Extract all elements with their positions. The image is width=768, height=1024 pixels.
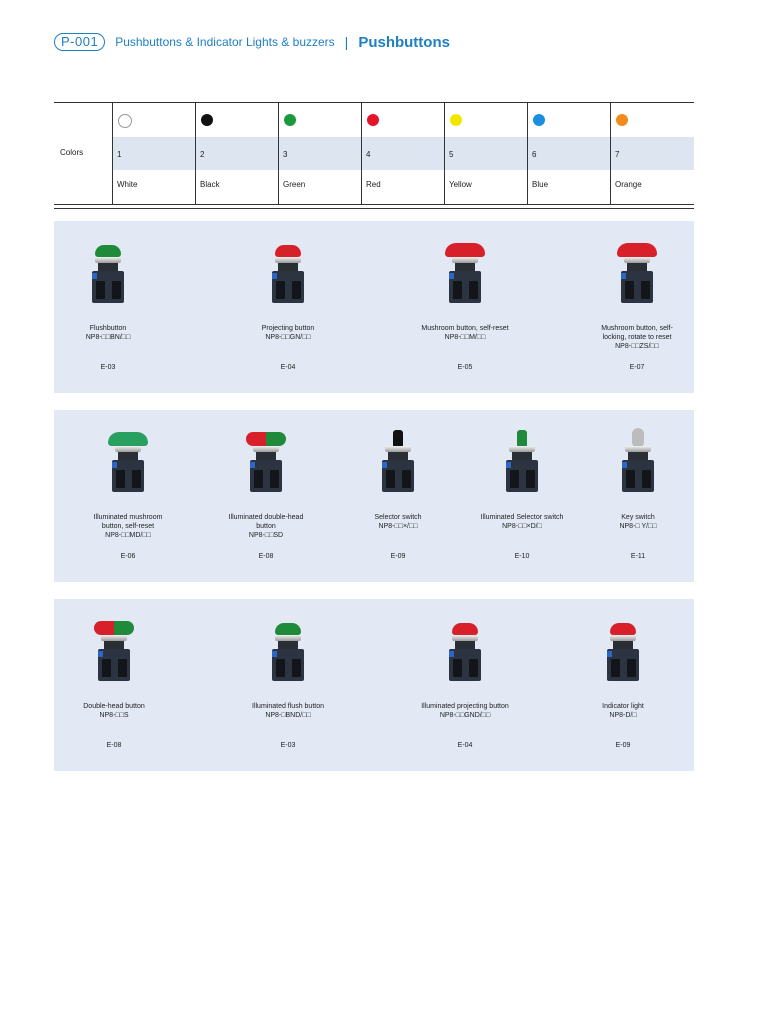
color-name: White [117, 180, 138, 189]
red-mushroom-locking-button-icon [615, 239, 659, 309]
product-panel-3 [54, 599, 694, 771]
product-caption [478, 513, 566, 531]
product-code: E-09 [615, 742, 631, 749]
product-model: NP8-D/□ [609, 712, 637, 719]
product-name: Mushroom button, self-locking, rotate to reset [601, 325, 673, 341]
product-code: E-06 [120, 553, 136, 560]
breadcrumb-separator: | [344, 34, 349, 50]
product-caption [354, 513, 442, 531]
product-name: Selector switch [374, 514, 422, 521]
product-model: NP8-□□BN/□□ [85, 334, 131, 341]
colors-table-divider [527, 103, 528, 204]
color-name: Red [366, 180, 381, 189]
product-caption [64, 324, 152, 342]
double-head-illuminated-button-icon [244, 428, 288, 498]
product-caption [594, 513, 682, 531]
product-name: Mushroom button, self-reset [421, 325, 509, 332]
illuminated-selector-switch-icon [500, 428, 544, 498]
color-name: Black [200, 180, 220, 189]
color-swatch-yellow [450, 114, 462, 126]
colors-label: Colors [60, 148, 84, 157]
color-number: 4 [366, 150, 371, 159]
product-caption [421, 324, 509, 342]
colors-table-divider [195, 103, 196, 204]
product-name: Flushbutton [89, 325, 127, 332]
product-panel-1 [54, 221, 694, 393]
product-caption [244, 324, 332, 342]
product-caption [84, 513, 172, 540]
green-flush-button-icon [86, 239, 130, 309]
product-model: NP8-□□×D/□ [502, 523, 542, 530]
product-code: E-03 [100, 364, 116, 371]
product-name: Illuminated projecting button [421, 703, 509, 710]
color-swatch-blue [533, 114, 545, 126]
product-caption [244, 702, 332, 720]
green-illuminated-mushroom-button-icon [106, 428, 150, 498]
product-code: E-08 [258, 553, 274, 560]
product-code: E-04 [457, 742, 473, 749]
product-model: NP8-□□GN/□□ [265, 334, 311, 341]
key-switch-icon [616, 428, 660, 498]
color-swatch-white [118, 114, 132, 128]
page-code-badge: P-001 [54, 33, 105, 51]
product-code: E-09 [390, 553, 406, 560]
product-name: Illuminated flush button [252, 703, 324, 710]
color-number: 7 [615, 150, 620, 159]
color-name: Orange [615, 180, 642, 189]
color-name: Yellow [449, 180, 472, 189]
color-number: 2 [200, 150, 205, 159]
product-model: NP8-□□M/□□ [444, 334, 486, 341]
selector-switch-icon [376, 428, 420, 498]
product-caption [593, 324, 681, 351]
product-name: Projecting button [261, 325, 315, 332]
product-name: Indicator light [602, 703, 644, 710]
color-name: Blue [532, 180, 549, 189]
green-illuminated-flush-button-icon [266, 617, 310, 687]
colors-table-top-rule [54, 102, 694, 103]
product-code: E-08 [106, 742, 122, 749]
product-code: E-07 [629, 364, 645, 371]
red-mushroom-button-icon [443, 239, 487, 309]
colors-table-divider [610, 103, 611, 204]
product-caption [70, 702, 158, 720]
product-code: E-11 [630, 553, 646, 560]
product-name: Illuminated double-head button [228, 514, 304, 530]
colors-table-bottom-rule [54, 204, 694, 209]
product-name: Illuminated mushroom button, self-reset [93, 514, 163, 530]
product-code: E-04 [280, 364, 296, 371]
colors-table-divider [444, 103, 445, 204]
product-model: NP8-□ Y/□□ [619, 523, 657, 530]
breadcrumb: Pushbuttons & Indicator Lights & buzzers [115, 35, 335, 49]
product-model: NP8-□□MD/□□ [105, 532, 151, 539]
color-swatch-orange [616, 114, 628, 126]
product-model: NP8-□BND/□□ [265, 712, 311, 719]
product-name: Illuminated Selector switch [480, 514, 564, 521]
colors-table-divider [278, 103, 279, 204]
double-head-button-icon [92, 617, 136, 687]
product-caption [421, 702, 509, 720]
red-projecting-button-icon [266, 239, 310, 309]
page-header [54, 32, 450, 52]
color-swatch-green [284, 114, 296, 126]
product-name: Key switch [621, 514, 655, 521]
product-model: NP8-□□S [99, 712, 129, 719]
color-swatch-red [367, 114, 379, 126]
colors-table-divider [112, 103, 113, 204]
product-code: E-05 [457, 364, 473, 371]
product-code: E-10 [514, 553, 530, 560]
product-code: E-03 [280, 742, 296, 749]
product-caption [579, 702, 667, 720]
color-name: Green [283, 180, 306, 189]
color-swatch-black [201, 114, 213, 126]
product-model: NP8-□□ZS/□□ [615, 343, 659, 350]
product-caption [222, 513, 310, 540]
page-title: Pushbuttons [358, 33, 450, 51]
colors-table-divider [361, 103, 362, 204]
color-number: 1 [117, 150, 122, 159]
product-model: NP8-□□SD [248, 532, 284, 539]
product-model: NP8-□□GND/□□ [439, 712, 491, 719]
product-model: NP8-□□×/□□ [378, 523, 418, 530]
red-illuminated-projecting-button-icon [443, 617, 487, 687]
product-name: Double-head button [83, 703, 145, 710]
color-number: 6 [532, 150, 537, 159]
red-indicator-light-icon [601, 617, 645, 687]
color-number: 3 [283, 150, 288, 159]
color-number: 5 [449, 150, 454, 159]
product-panel-2 [54, 410, 694, 582]
